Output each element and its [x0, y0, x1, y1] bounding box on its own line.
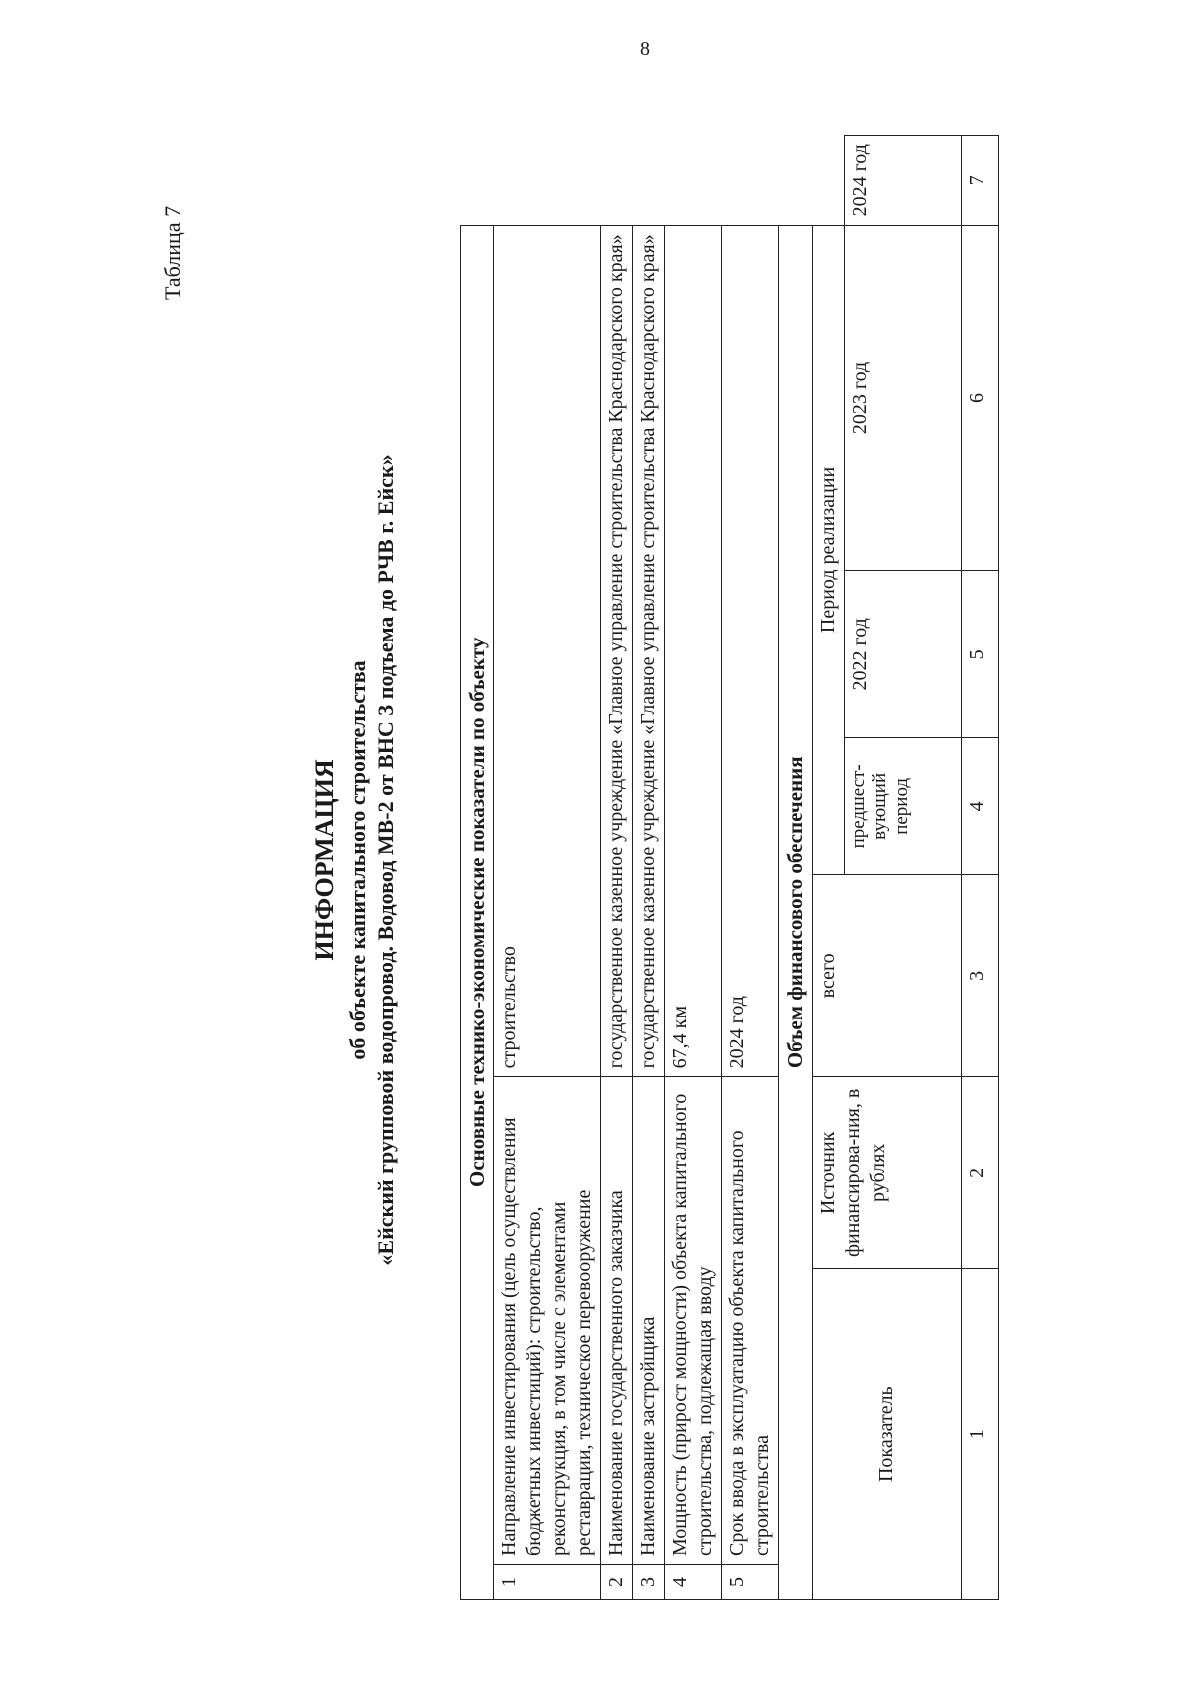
header-total: всего — [812, 875, 961, 1077]
row-value: государственное казенное учреждение «Главное управление строительства Краснодарского края» — [601, 225, 633, 1077]
table-row — [494, 136, 601, 1600]
info-table — [460, 135, 999, 1600]
row-value: государственное казенное учреждение «Главное управление строительства Краснодарского края» — [633, 225, 665, 1077]
header-2023: 2023 год — [844, 225, 961, 571]
row-number: 2 — [601, 1565, 633, 1600]
header-2022: 2022 год — [844, 571, 961, 738]
row-label: Направление инвестирования (цель осуществления бюджетных инвестиций): строительство, реконструкция, в том числе с элементами реставрации, техническое перевооружение — [494, 1077, 601, 1565]
table-row — [601, 136, 633, 1600]
column-number: 3 — [961, 875, 998, 1077]
row-value: строительство — [494, 225, 601, 1077]
column-number: 1 — [961, 1269, 998, 1600]
row-label: Срок ввода в эксплуатацию объекта капитального строительства — [722, 1077, 779, 1565]
header-indicator: Показатель — [812, 1269, 961, 1600]
row-value: 67,4 км — [665, 225, 722, 1077]
rotated-sheet — [160, 80, 1120, 1640]
row-label: Наименование государственного заказчика — [601, 1077, 633, 1565]
row-number: 3 — [633, 1565, 665, 1600]
column-number: 7 — [961, 136, 998, 226]
column-number: 4 — [961, 738, 998, 875]
row-number: 1 — [494, 1565, 601, 1600]
header-2024: 2024 год — [844, 136, 961, 226]
row-label: Наименование застройщика — [633, 1077, 665, 1565]
column-number: 2 — [961, 1077, 998, 1269]
table-row — [633, 136, 665, 1600]
section-finance: Объем финансового обеспечения — [779, 225, 812, 1599]
header-previous-period: предшест-вующий период — [844, 738, 961, 875]
section-main-indicators: Основные технико-экономические показатели по объекту — [461, 225, 494, 1599]
header-period: Период реализации — [812, 225, 844, 875]
object-name: «Ейский групповой водопровод. Водовод МВ-2 от ВНС 3 подъема до РЧВ г. Ейск» — [373, 454, 398, 1266]
table-row — [722, 136, 779, 1600]
row-number: 4 — [665, 1565, 722, 1600]
header-source: Источник финансирова-ния, в рублях — [812, 1077, 961, 1269]
column-number: 5 — [961, 571, 998, 738]
table-label: Таблица 7 — [160, 205, 185, 300]
row-label: Мощность (прирост мощности) объекта капитального строительства, подлежащая вводу — [665, 1077, 722, 1565]
document-title: ИНФОРМАЦИЯ — [310, 759, 339, 961]
table-row — [665, 136, 722, 1600]
row-number: 5 — [722, 1565, 779, 1600]
column-number: 6 — [961, 225, 998, 571]
row-value: 2024 год — [722, 225, 779, 1077]
document-subtitle: об объекте капитального строительства — [345, 660, 370, 1060]
page-number: 8 — [640, 38, 650, 60]
